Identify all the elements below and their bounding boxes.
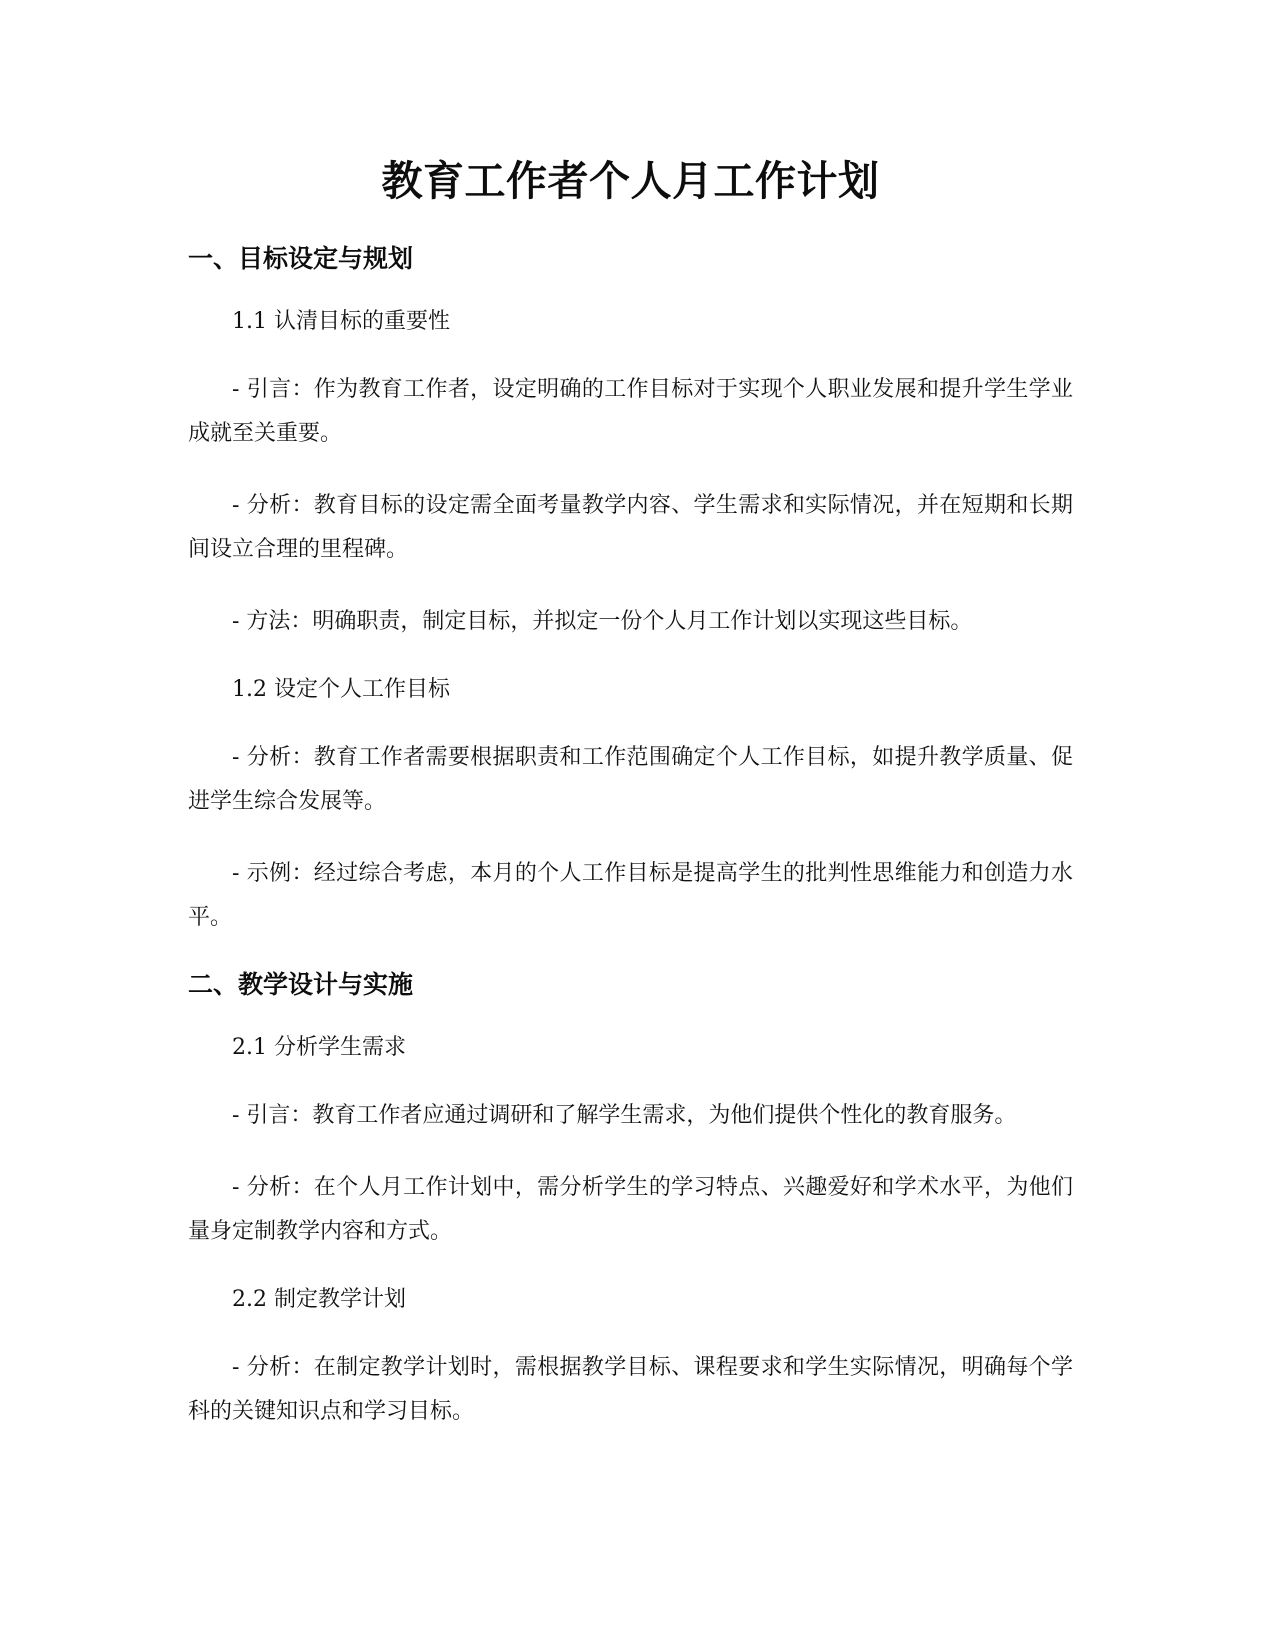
subsection-heading: 2.1 分析学生需求 (232, 1035, 406, 1060)
paragraph: - 分析：教育目标的设定需全面考量教学内容、学生需求和实际情况，并在短期和长期间设立合理的里程碑。 (188, 493, 1073, 562)
subsection-heading: 2.2 制定教学计划 (232, 1287, 406, 1312)
paragraph: - 方法：明确职责，制定目标，并拟定一份个人月工作计划以实现这些目标。 (232, 609, 973, 634)
section-heading: 二、教学设计与实施 (188, 970, 414, 999)
document-body (188, 148, 1073, 1434)
paragraph: - 示例：经过综合考虑，本月的个人工作目标是提高学生的批判性思维能力和创造力水平。 (188, 861, 1073, 930)
paragraph: - 分析：在制定教学计划时，需根据教学目标、课程要求和学生实际情况，明确每个学科的关键知识点和学习目标。 (188, 1355, 1073, 1424)
document-title: 教育工作者个人月工作计划 (381, 157, 880, 205)
section-heading: 一、目标设定与规划 (188, 244, 414, 273)
paragraph: - 引言：作为教育工作者，设定明确的工作目标对于实现个人职业发展和提升学生学业成就至关重要。 (188, 377, 1073, 446)
paragraph: - 引言：教育工作者应通过调研和了解学生需求，为他们提供个性化的教育服务。 (232, 1103, 1017, 1128)
subsection-heading: 1.1 认清目标的重要性 (232, 309, 450, 334)
paragraph: - 分析：在个人月工作计划中，需分析学生的学习特点、兴趣爱好和学术水平，为他们量身定制教学内容和方式。 (188, 1175, 1073, 1244)
paragraph: - 分析：教育工作者需要根据职责和工作范围确定个人工作目标，如提升教学质量、促进学生综合发展等。 (188, 745, 1073, 814)
subsection-heading: 1.2 设定个人工作目标 (232, 677, 450, 702)
